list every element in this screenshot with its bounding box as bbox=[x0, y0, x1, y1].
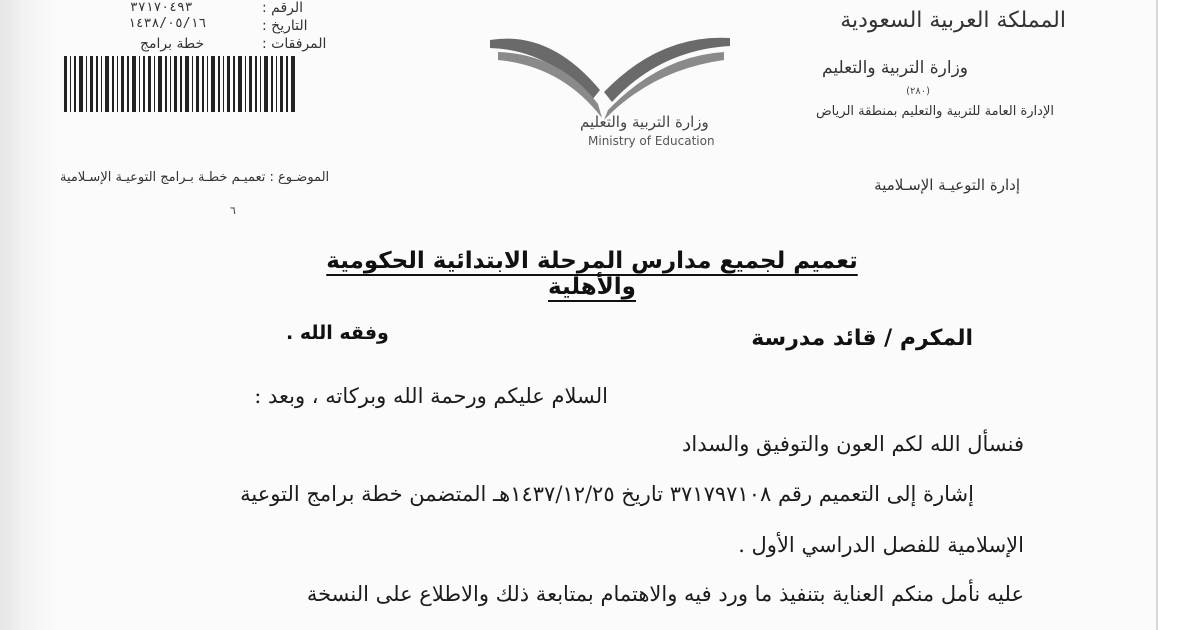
page-margin-right bbox=[1158, 0, 1200, 630]
logo-english-text: Ministry of Education bbox=[588, 134, 715, 148]
body-line-prayer: فنسأل الله لكم العون والتوفيق والسداد bbox=[682, 432, 1024, 456]
body-line-program: الإسلامية للفصل الدراسي الأول . bbox=[738, 533, 1024, 557]
office-code: (٢٨٠) bbox=[906, 86, 930, 97]
kingdom-name: المملكة العربية السعودية bbox=[840, 8, 1066, 33]
date-value: ١٤٣٨/٠٥/١٦ bbox=[128, 16, 207, 31]
body-line-request: عليه نأمل منكم العناية بتنفيذ ما ورد فيه والاهتمام بمتابعة ذلك والاطلاع على النسخة bbox=[306, 582, 1024, 606]
attachments-label: المرفقات : bbox=[262, 36, 327, 52]
addressee: المكرم / قائد مدرسة bbox=[751, 326, 973, 351]
date-label: التاريخ : bbox=[262, 18, 308, 34]
ministry-name: وزارة التربية والتعليم bbox=[822, 58, 968, 78]
administration-name: الإدارة العامة للتربية والتعليم بمنطقة الرياض bbox=[815, 104, 1054, 119]
scan-shadow-left bbox=[0, 0, 58, 630]
subject-line: الموضـوع : تعميـم خطـة بـرامج التوعيـة الإسـلامية bbox=[60, 170, 330, 185]
number-value: ٣٧١٧٠٤٩٣ bbox=[130, 0, 193, 15]
document-title: تعميم لجميع مدارس المرحلة الابتدائية الحكومية والأهلية bbox=[326, 248, 858, 300]
body-line-reference: إشارة إلى التعميم رقم ٣٧١٧٩٧١٠٨ تاريخ ١٤٣٧/١٢/٢٥هـ المتضمن خطة برامج التوعية bbox=[240, 482, 974, 506]
barcode-icon bbox=[62, 56, 298, 112]
blessing: وفقه الله . bbox=[286, 322, 389, 344]
page-mark: ٦ bbox=[230, 204, 236, 217]
logo-arabic-text: وزارة التربية والتعليم bbox=[580, 113, 709, 131]
body-line-greeting: السلام عليكم ورحمة الله وبركاته ، وبعد : bbox=[254, 384, 608, 408]
department-name: إدارة التوعيـة الإسـلامية bbox=[874, 176, 1020, 194]
number-label: الرقم : bbox=[262, 0, 304, 16]
attachments-value: خطة برامج bbox=[140, 36, 205, 52]
